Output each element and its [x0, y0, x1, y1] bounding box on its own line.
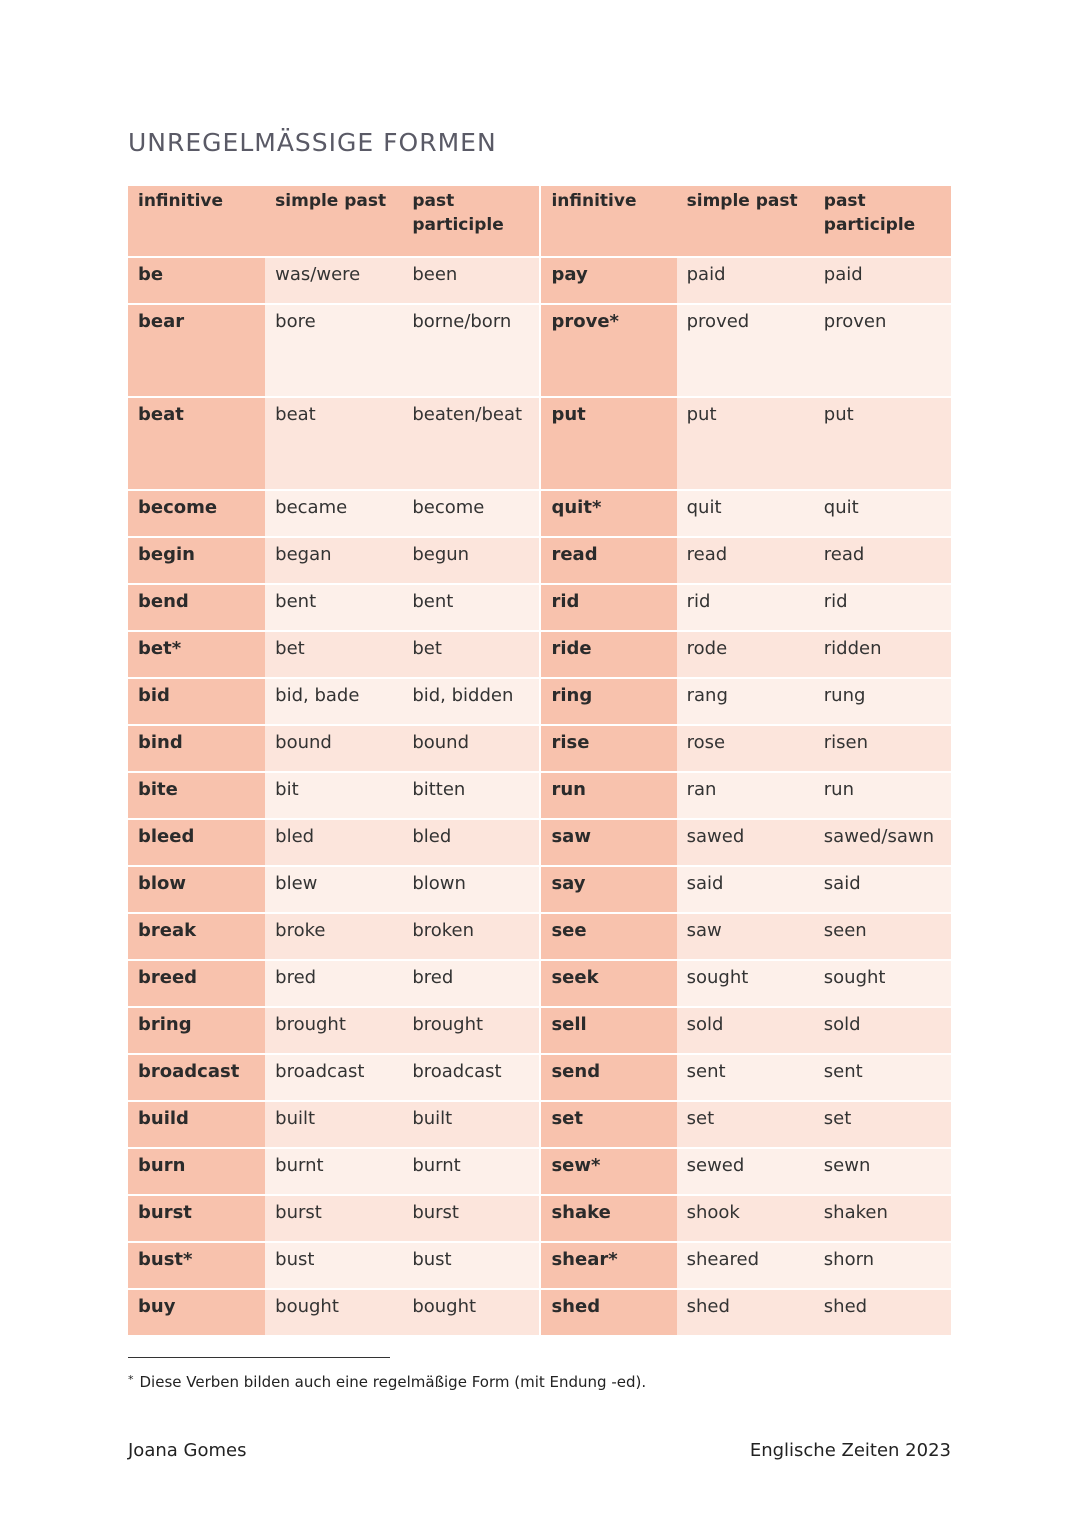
cell-past-participle-2: sawed/sawn: [814, 820, 951, 867]
cell-infinitive-2: ride: [539, 632, 676, 679]
table-row: [128, 679, 951, 726]
cell-infinitive-1: buy: [128, 1290, 265, 1337]
irregular-verbs-table: [128, 186, 951, 1337]
cell-simple-past-2: rang: [677, 679, 814, 726]
cell-infinitive-2: put: [539, 398, 676, 491]
cell-simple-past-2: sent: [677, 1055, 814, 1102]
cell-past-participle-2: set: [814, 1102, 951, 1149]
cell-simple-past-2: paid: [677, 258, 814, 305]
header-simple-past-2: simple past: [677, 186, 814, 258]
table-row: [128, 632, 951, 679]
cell-infinitive-2: sell: [539, 1008, 676, 1055]
cell-infinitive-2: run: [539, 773, 676, 820]
cell-past-participle-1: bound: [402, 726, 539, 773]
cell-simple-past-2: sheared: [677, 1243, 814, 1290]
header-simple-past-1: simple past: [265, 186, 402, 258]
table-header-row: [128, 186, 951, 258]
cell-simple-past-1: bit: [265, 773, 402, 820]
cell-simple-past-1: became: [265, 491, 402, 538]
cell-past-participle-1: burnt: [402, 1149, 539, 1196]
cell-past-participle-2: rid: [814, 585, 951, 632]
cell-simple-past-2: rid: [677, 585, 814, 632]
cell-simple-past-2: said: [677, 867, 814, 914]
cell-past-participle-2: seen: [814, 914, 951, 961]
cell-infinitive-2: say: [539, 867, 676, 914]
cell-infinitive-1: bid: [128, 679, 265, 726]
cell-infinitive-1: bust*: [128, 1243, 265, 1290]
cell-infinitive-1: broadcast: [128, 1055, 265, 1102]
cell-simple-past-2: ran: [677, 773, 814, 820]
table-row: [128, 1149, 951, 1196]
cell-simple-past-2: shook: [677, 1196, 814, 1243]
cell-simple-past-1: broadcast: [265, 1055, 402, 1102]
cell-infinitive-1: bet*: [128, 632, 265, 679]
cell-simple-past-1: bound: [265, 726, 402, 773]
footnote-text: Diese Verben bilden auch eine regelmäßige Form (mit Endung -ed).: [139, 1373, 647, 1391]
cell-simple-past-1: burst: [265, 1196, 402, 1243]
table-row: [128, 538, 951, 585]
cell-past-participle-1: begun: [402, 538, 539, 585]
footnote-marker: *: [128, 1373, 134, 1386]
table-row: [128, 1055, 951, 1102]
header-past-participle-1: past participle: [402, 186, 539, 258]
cell-simple-past-2: sought: [677, 961, 814, 1008]
cell-simple-past-1: brought: [265, 1008, 402, 1055]
cell-infinitive-2: set: [539, 1102, 676, 1149]
cell-past-participle-1: borne/born: [402, 305, 539, 398]
cell-past-participle-1: bent: [402, 585, 539, 632]
cell-past-participle-1: bled: [402, 820, 539, 867]
cell-past-participle-2: paid: [814, 258, 951, 305]
cell-infinitive-1: bite: [128, 773, 265, 820]
cell-infinitive-2: see: [539, 914, 676, 961]
cell-simple-past-1: bred: [265, 961, 402, 1008]
table-row: [128, 398, 951, 491]
footnote-divider: [128, 1357, 390, 1358]
cell-infinitive-1: beat: [128, 398, 265, 491]
cell-infinitive-1: bear: [128, 305, 265, 398]
cell-past-participle-2: sent: [814, 1055, 951, 1102]
cell-infinitive-1: bring: [128, 1008, 265, 1055]
cell-infinitive-1: be: [128, 258, 265, 305]
cell-simple-past-1: bust: [265, 1243, 402, 1290]
cell-simple-past-1: beat: [265, 398, 402, 491]
cell-infinitive-2: shear*: [539, 1243, 676, 1290]
cell-past-participle-2: quit: [814, 491, 951, 538]
cell-past-participle-1: bred: [402, 961, 539, 1008]
cell-simple-past-2: sewed: [677, 1149, 814, 1196]
cell-infinitive-2: shake: [539, 1196, 676, 1243]
cell-past-participle-1: become: [402, 491, 539, 538]
table-row: [128, 820, 951, 867]
cell-infinitive-1: bleed: [128, 820, 265, 867]
cell-simple-past-2: quit: [677, 491, 814, 538]
cell-simple-past-1: built: [265, 1102, 402, 1149]
cell-past-participle-2: sold: [814, 1008, 951, 1055]
cell-past-participle-1: bought: [402, 1290, 539, 1337]
cell-past-participle-1: bid, bidden: [402, 679, 539, 726]
cell-past-participle-2: shorn: [814, 1243, 951, 1290]
cell-simple-past-2: sawed: [677, 820, 814, 867]
cell-simple-past-1: bent: [265, 585, 402, 632]
cell-simple-past-2: shed: [677, 1290, 814, 1337]
cell-simple-past-1: bled: [265, 820, 402, 867]
cell-infinitive-1: burst: [128, 1196, 265, 1243]
cell-past-participle-2: said: [814, 867, 951, 914]
cell-infinitive-2: shed: [539, 1290, 676, 1337]
cell-past-participle-2: put: [814, 398, 951, 491]
cell-past-participle-1: been: [402, 258, 539, 305]
cell-infinitive-2: ring: [539, 679, 676, 726]
cell-past-participle-1: broadcast: [402, 1055, 539, 1102]
footer-author: Joana Gomes: [128, 1440, 247, 1461]
cell-infinitive-1: become: [128, 491, 265, 538]
table-row: [128, 867, 951, 914]
cell-past-participle-1: beaten/beat: [402, 398, 539, 491]
cell-past-participle-2: rung: [814, 679, 951, 726]
cell-past-participle-2: proven: [814, 305, 951, 398]
cell-past-participle-2: read: [814, 538, 951, 585]
cell-infinitive-2: sew*: [539, 1149, 676, 1196]
cell-past-participle-2: shaken: [814, 1196, 951, 1243]
cell-infinitive-1: begin: [128, 538, 265, 585]
header-past-participle-2: past participle: [814, 186, 951, 258]
cell-infinitive-2: rise: [539, 726, 676, 773]
cell-simple-past-2: sold: [677, 1008, 814, 1055]
cell-infinitive-1: blow: [128, 867, 265, 914]
cell-past-participle-1: brought: [402, 1008, 539, 1055]
footnote: [128, 1373, 646, 1391]
cell-simple-past-2: proved: [677, 305, 814, 398]
cell-past-participle-2: risen: [814, 726, 951, 773]
table-row: [128, 914, 951, 961]
cell-simple-past-2: put: [677, 398, 814, 491]
cell-past-participle-1: bitten: [402, 773, 539, 820]
cell-infinitive-1: breed: [128, 961, 265, 1008]
cell-infinitive-2: prove*: [539, 305, 676, 398]
cell-simple-past-1: bid, bade: [265, 679, 402, 726]
cell-simple-past-1: was/were: [265, 258, 402, 305]
cell-simple-past-2: saw: [677, 914, 814, 961]
cell-infinitive-2: send: [539, 1055, 676, 1102]
cell-past-participle-1: blown: [402, 867, 539, 914]
cell-past-participle-1: broken: [402, 914, 539, 961]
cell-simple-past-2: rose: [677, 726, 814, 773]
cell-simple-past-1: blew: [265, 867, 402, 914]
cell-past-participle-1: bet: [402, 632, 539, 679]
cell-simple-past-1: burnt: [265, 1149, 402, 1196]
footer-document-title: Englische Zeiten 2023: [749, 1440, 951, 1461]
cell-past-participle-2: run: [814, 773, 951, 820]
cell-infinitive-1: bind: [128, 726, 265, 773]
table-row: [128, 1290, 951, 1337]
cell-infinitive-2: rid: [539, 585, 676, 632]
cell-infinitive-1: burn: [128, 1149, 265, 1196]
table-row: [128, 258, 951, 305]
cell-simple-past-1: bought: [265, 1290, 402, 1337]
cell-infinitive-1: build: [128, 1102, 265, 1149]
table-row: [128, 305, 951, 398]
cell-simple-past-2: read: [677, 538, 814, 585]
cell-infinitive-2: saw: [539, 820, 676, 867]
header-infinitive-1: infinitive: [128, 186, 265, 258]
table-row: [128, 1196, 951, 1243]
header-infinitive-2: infinitive: [539, 186, 676, 258]
cell-past-participle-2: ridden: [814, 632, 951, 679]
cell-infinitive-2: read: [539, 538, 676, 585]
cell-past-participle-1: built: [402, 1102, 539, 1149]
cell-simple-past-2: set: [677, 1102, 814, 1149]
table-row: [128, 585, 951, 632]
cell-infinitive-1: break: [128, 914, 265, 961]
cell-simple-past-1: broke: [265, 914, 402, 961]
table-row: [128, 726, 951, 773]
page-title: UNREGELMÄSSIGE FORMEN: [128, 128, 497, 157]
cell-past-participle-2: shed: [814, 1290, 951, 1337]
cell-infinitive-2: quit*: [539, 491, 676, 538]
cell-simple-past-2: rode: [677, 632, 814, 679]
cell-simple-past-1: bet: [265, 632, 402, 679]
cell-infinitive-2: pay: [539, 258, 676, 305]
table-row: [128, 491, 951, 538]
cell-simple-past-1: began: [265, 538, 402, 585]
table-row: [128, 1008, 951, 1055]
table-row: [128, 1243, 951, 1290]
table-row: [128, 773, 951, 820]
table-row: [128, 1102, 951, 1149]
cell-past-participle-2: sought: [814, 961, 951, 1008]
cell-past-participle-2: sewn: [814, 1149, 951, 1196]
cell-infinitive-2: seek: [539, 961, 676, 1008]
cell-past-participle-1: bust: [402, 1243, 539, 1290]
cell-simple-past-1: bore: [265, 305, 402, 398]
table-row: [128, 961, 951, 1008]
cell-past-participle-1: burst: [402, 1196, 539, 1243]
cell-infinitive-1: bend: [128, 585, 265, 632]
